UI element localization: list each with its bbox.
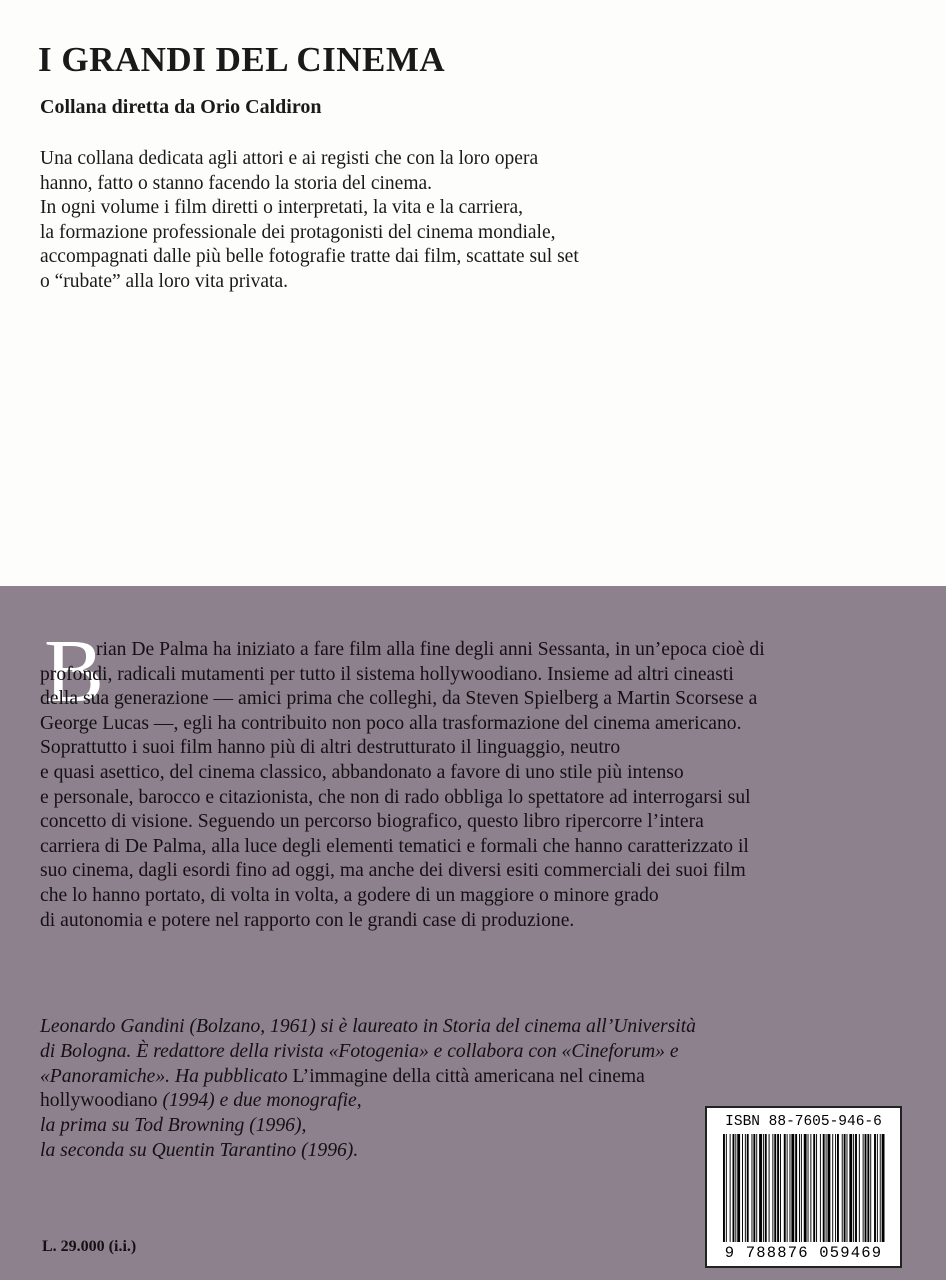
- barcode-bar: [855, 1134, 857, 1242]
- barcode-bar: [826, 1134, 827, 1242]
- barcode-bar: [735, 1134, 736, 1242]
- barcode-bar: [870, 1134, 871, 1242]
- blurb-line: concetto di visione. Seguendo un percorso biografico, questo libro ripercorre l’intera: [40, 811, 704, 833]
- barcode-bar: [769, 1134, 770, 1242]
- barcode-bar: [828, 1134, 831, 1242]
- series-description-line: In ogni volume i film diretti o interpretati, la vita e la carriera,: [40, 197, 523, 218]
- barcode-bar: [804, 1134, 807, 1242]
- barcode-bar: [810, 1134, 811, 1242]
- series-description-line: hanno, fatto o stanno facendo la storia del cinema.: [40, 172, 433, 194]
- series-description-line: accompagnati dalle più belle fotografie tratte dai film, scattate sul set: [40, 246, 579, 267]
- barcode-bar: [820, 1134, 821, 1242]
- barcode-bar: [874, 1134, 876, 1242]
- barcode-bar: [753, 1134, 755, 1242]
- blurb-line: e quasi asettico, del cinema classico, abbandonato a favore di uno stile più intenso: [40, 761, 684, 783]
- blurb-line: carriera di De Palma, alla luce degli elementi tematici e formali che hanno caratterizzato il: [40, 835, 749, 857]
- isbn-text: ISBN 88-7605-946-6: [725, 1114, 882, 1130]
- barcode-bar: [801, 1134, 802, 1242]
- barcode-bar: [726, 1134, 727, 1242]
- barcode-bar: [787, 1134, 788, 1242]
- barcode-bar: [774, 1134, 776, 1242]
- barcode-bar: [733, 1134, 735, 1242]
- barcode-bar: [816, 1134, 817, 1242]
- barcode-bar: [835, 1134, 836, 1242]
- barcode-bar: [837, 1134, 839, 1242]
- barcode-bar: [759, 1134, 762, 1242]
- barcode-bar: [765, 1134, 767, 1242]
- barcode-bar: [723, 1134, 725, 1242]
- barcode-bar: [880, 1134, 881, 1242]
- barcode-bar: [877, 1134, 878, 1242]
- blurb-line: della sua generazione — amici prima che colleghi, da Steven Spielberg a Martin Scorsese a: [40, 688, 758, 710]
- book-blurb: [40, 638, 900, 933]
- barcode-box: [705, 1106, 902, 1268]
- drop-cap: B: [44, 622, 105, 721]
- barcode-bar: [745, 1134, 746, 1242]
- bio-line: la prima su Tod Browning (1996),: [40, 1115, 307, 1137]
- barcode-bar: [790, 1134, 791, 1242]
- price-label: L. 29.000 (i.i.): [42, 1238, 137, 1255]
- barcode-bar: [799, 1134, 800, 1242]
- barcode-bar: [777, 1134, 779, 1242]
- bio-line: di Bologna. È redattore della rivista «Fotogenia» e collabora con «Cineforum» e: [40, 1040, 679, 1062]
- series-editor: Collana diretta da Orio Caldiron: [40, 96, 322, 118]
- barcode-bar: [844, 1134, 846, 1242]
- bio-line: la seconda su Quentin Tarantino (1996).: [40, 1139, 359, 1161]
- series-description-line: Una collana dedicata agli attori e ai registi che con la loro opera: [40, 148, 539, 169]
- blurb-line: George Lucas —, egli ha contribuito non poco alla trasformazione del cinema americano.: [40, 712, 742, 734]
- barcode-bar: [795, 1134, 797, 1242]
- barcode-bar: [747, 1134, 749, 1242]
- series-description-line: o “rubate” alla loro vita privata.: [40, 270, 288, 292]
- blurb-line: rian De Palma ha iniziato a fare film alla fine degli anni Sessanta, in un’epoca cioè di: [96, 639, 765, 660]
- barcode-bar: [853, 1134, 854, 1242]
- blurb-line: e personale, barocco e citazionista, che non di rado obbliga lo spettatore ad interrogarsi sul: [40, 786, 751, 808]
- barcode-bar: [882, 1134, 885, 1242]
- bio-text: «Panoramiche». Ha pubblicato: [40, 1065, 293, 1087]
- blurb-line: profondi, radicali mutamenti per tutto il sistema hollywoodiano. Insieme ad altri cineasti: [40, 663, 734, 685]
- blurb-line: Soprattutto i suoi film hanno più di altri destrutturato il linguaggio, neutro: [40, 737, 621, 759]
- white-upper-panel: [0, 0, 946, 586]
- book-title-text: hollywoodiano: [40, 1090, 158, 1112]
- barcode-bar: [842, 1134, 843, 1242]
- barcode-graphic: [721, 1134, 887, 1242]
- series-description-line: la formazione professionale dei protagonisti del cinema mondiale,: [40, 221, 556, 243]
- barcode-bar: [752, 1134, 753, 1242]
- barcode-bar: [791, 1134, 794, 1242]
- barcode-bar: [808, 1134, 809, 1242]
- barcode-bar: [763, 1134, 764, 1242]
- barcode-bar: [867, 1134, 869, 1242]
- blurb-line: di autonomia e potere nel rapporto con le grandi case di produzione.: [40, 909, 575, 931]
- barcode-bar: [847, 1134, 848, 1242]
- barcode-bar: [730, 1134, 731, 1242]
- series-title: I GRANDI DEL CINEMA: [38, 40, 446, 79]
- blurb-line: che lo hanno portato, di volta in volta, a godere di un maggiore o minore grado: [40, 884, 659, 906]
- barcode-bar: [784, 1134, 786, 1242]
- barcode-bar: [813, 1134, 815, 1242]
- blurb-line: suo cinema, dagli esordi fino ad oggi, ma anche dei diversi esiti commerciali dei suoi film: [40, 860, 746, 882]
- book-title-text: L’immagine della città americana nel cinema: [292, 1065, 645, 1087]
- barcode-bar: [823, 1134, 825, 1242]
- barcode-bar: [865, 1134, 867, 1242]
- barcode-bar: [737, 1134, 740, 1242]
- barcode-bar: [772, 1134, 773, 1242]
- bio-line: Leonardo Gandini (Bolzano, 1961) si è laureato in Storia del cinema all’Università: [40, 1016, 696, 1037]
- barcode-bar: [832, 1134, 833, 1242]
- barcode-bar: [859, 1134, 860, 1242]
- ean-number: 9 788876 059469: [724, 1244, 883, 1262]
- bio-text: (1994) e due monografie,: [157, 1090, 362, 1112]
- barcode-bar: [849, 1134, 852, 1242]
- bio-line: [40, 1065, 900, 1090]
- series-description: [40, 147, 720, 294]
- barcode-bar: [742, 1134, 743, 1242]
- barcode-bar: [756, 1134, 757, 1242]
- barcode-bar: [863, 1134, 864, 1242]
- barcode-bar: [780, 1134, 781, 1242]
